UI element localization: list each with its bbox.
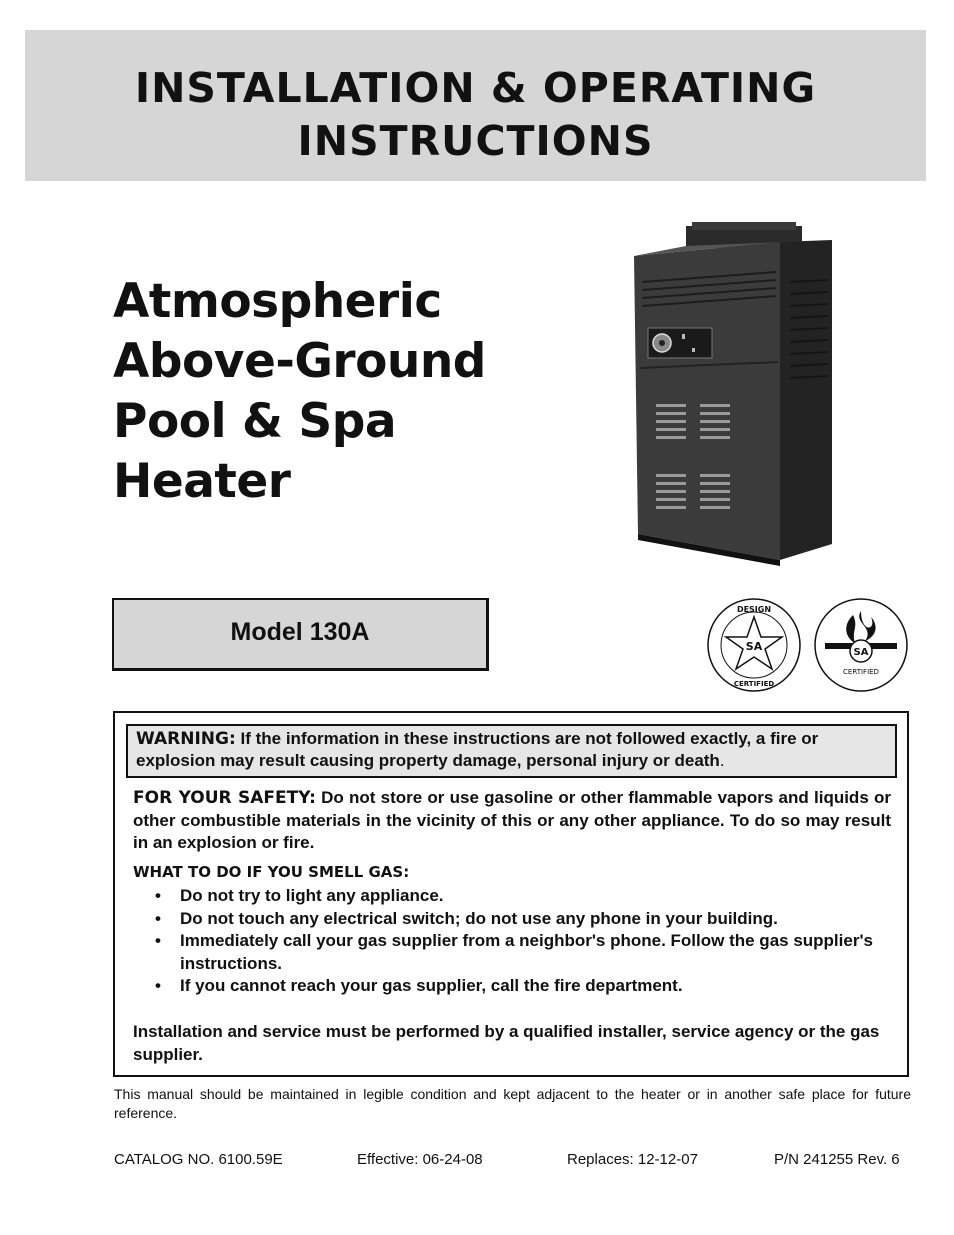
gas-instructions-list [155, 885, 885, 998]
warning-period: . [719, 751, 725, 770]
bullet: • [155, 976, 161, 995]
list-item [155, 885, 885, 908]
list-item-text: Immediately call your gas supplier from a neighbor's phone. Follow the gas supplier's instructions. [180, 931, 873, 973]
document-title [25, 62, 926, 168]
bullet: • [155, 931, 161, 950]
warning-label: WARNING: [136, 729, 236, 749]
flame-logo-text: CERTIFIED [843, 668, 879, 676]
flame-certified-logo [813, 597, 909, 693]
model-box [112, 598, 489, 671]
safety-paragraph [133, 787, 891, 855]
gas-heading: WHAT TO DO IF YOU SMELL GAS: [133, 863, 410, 881]
safety-text: Do not store or use gasoline or other flammable vapors and liquids or other combustible materials in the vicinity of this or any other appliance. To do so may result in an explosion or fire. [133, 788, 891, 852]
product-title-line: Heater [113, 454, 291, 509]
warning-text: If the information in these instructions are not followed exactly, a fire or explosion may result causing property damage, personal injury or death [136, 729, 819, 770]
design-logo-bottom-text: CERTIFIED [733, 680, 775, 688]
list-item-text: If you cannot reach your gas supplier, call the fire department. [180, 976, 683, 995]
bullet: • [155, 886, 161, 905]
product-title [113, 272, 543, 512]
installation-note: Installation and service must be performed by a qualified installer, service agency or the gas supplier. [133, 1022, 880, 1064]
warning-box [126, 724, 897, 778]
list-item [155, 908, 885, 931]
list-item [155, 930, 885, 975]
design-logo-top-text: DESIGN [736, 605, 772, 614]
design-certified-logo [706, 597, 802, 693]
heater-product-image [630, 222, 840, 567]
bullet: • [155, 908, 161, 928]
document-title-line1: INSTALLATION & OPERATING [134, 64, 817, 112]
product-title-line: Atmospheric [113, 274, 442, 329]
maintenance-note: This manual should be maintained in legible condition and kept adjacent to the heater or in another safe place for future reference. [114, 1086, 911, 1121]
flame-logo-mark: SA [853, 647, 869, 658]
part-number: P/N 241255 Rev. 6 [774, 1151, 900, 1168]
replaces-date: Replaces: 12-12-07 [567, 1151, 698, 1168]
model-label: Model 130A [230, 618, 370, 646]
product-title-line: Pool & Spa [113, 394, 397, 449]
design-logo-mark: SA [745, 640, 763, 653]
catalog-number: CATALOG NO. 6100.59E [114, 1151, 283, 1168]
list-item [155, 975, 885, 998]
safety-label: FOR YOUR SAFETY: [133, 788, 316, 808]
document-title-line2: INSTRUCTIONS [297, 117, 654, 165]
effective-date: Effective: 06-24-08 [357, 1151, 483, 1168]
list-item-text: Do not try to light any appliance. [180, 886, 444, 905]
product-title-line: Above-Ground [113, 334, 486, 389]
list-item-text: Do not touch any electrical switch; do not use any phone in your building. [180, 908, 778, 928]
